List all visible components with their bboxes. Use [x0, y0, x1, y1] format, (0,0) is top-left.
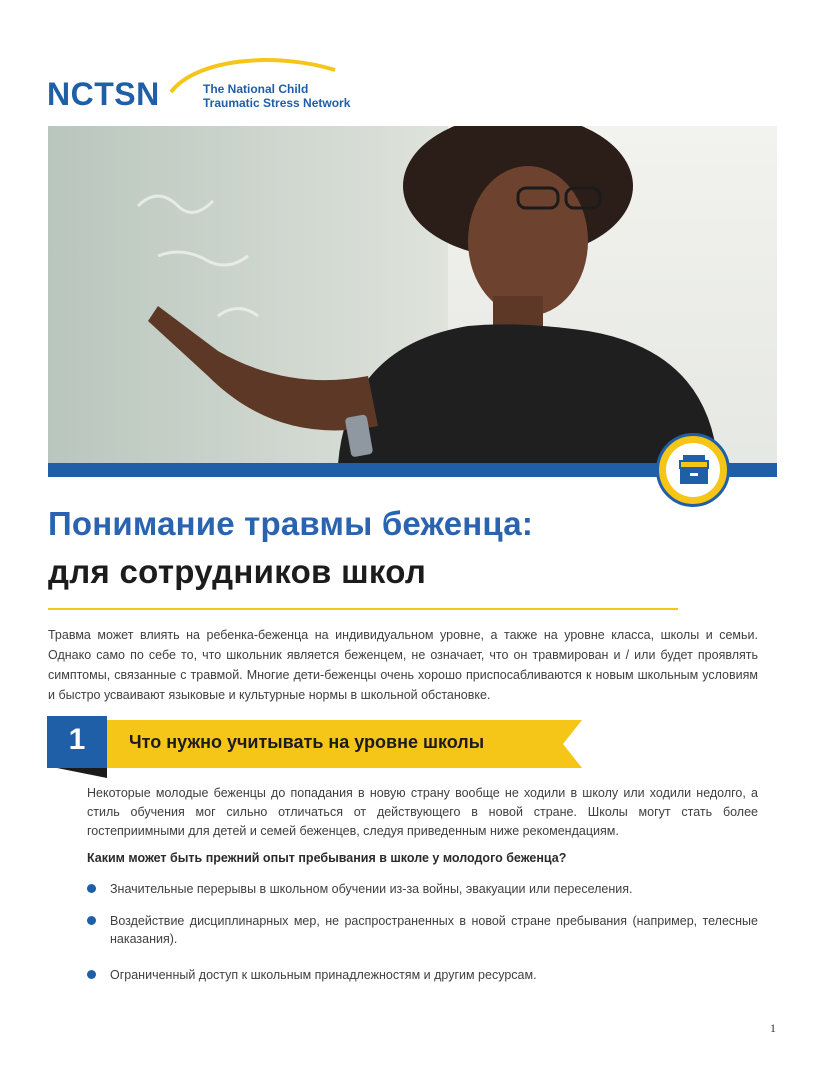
list-item	[87, 880, 758, 898]
teacher-at-chalkboard-illustration	[48, 126, 777, 464]
bullet-icon	[87, 916, 96, 925]
section-heading: Что нужно учитывать на уровне школы	[129, 732, 485, 752]
file-box-icon	[666, 443, 720, 497]
list-item-text: Воздействие дисциплинарных мер, не распространенных в новой стране пребывания (например, телесные наказания).	[110, 914, 758, 946]
list-item	[87, 966, 758, 984]
bullet-list	[87, 880, 758, 984]
list-item	[87, 912, 758, 948]
bullet-icon	[87, 970, 96, 979]
list-item-text: Ограниченный доступ к школьным принадлежностям и другим ресурсам.	[110, 968, 537, 982]
nctsn-logo	[47, 56, 367, 116]
logo-acronym: NCTSN	[47, 76, 160, 112]
hero-photo	[48, 126, 777, 464]
section-number-box	[47, 716, 107, 768]
intro-paragraph: Травма может влиять на ребенка-беженца на индивидуальном уровне, а также на уровне класса, школы и семьи. Однако само по себе то, что школьник является беженцем, не означает, что он травмирован и / или будет проявлять симптомы, связанные с травмой. Многие дети-беженцы очень хорошо приспосабливаются к новым школьным условиям и быстро усваивают языковые и культурные нормы в школьной обстановке.	[48, 628, 758, 702]
list-item-text: Значительные перерывы в школьном обучении из-за войны, эвакуации или переселения.	[110, 882, 633, 896]
file-box-badge	[656, 433, 730, 507]
page-subtitle: для сотрудников школ	[48, 553, 427, 590]
page-title: Понимание травмы беженца:	[48, 505, 534, 542]
title-divider	[48, 608, 678, 610]
section-number: 1	[68, 723, 86, 756]
section-question: Каким может быть прежний опыт пребывания в школе у молодого беженца?	[87, 851, 567, 865]
logo-name	[203, 82, 350, 110]
bullet-icon	[87, 884, 96, 893]
logo-name-line2: Traumatic Stress Network	[203, 96, 351, 110]
page-number: 1	[770, 1021, 776, 1035]
logo-name-line1: The National Child	[203, 82, 309, 96]
section-1-banner	[47, 716, 587, 778]
section-paragraph: Некоторые молодые беженцы до попадания в новую страну вообще не ходили в школу или ходили недолго, а стиль обучения мог сильно отличаться от действующего в новой стране. Школы могут стать более гостеприимными для детей и семей беженцев, следуя приведенным ниже рекомендациям.	[87, 786, 758, 838]
section-ribbon-fold	[57, 768, 107, 778]
